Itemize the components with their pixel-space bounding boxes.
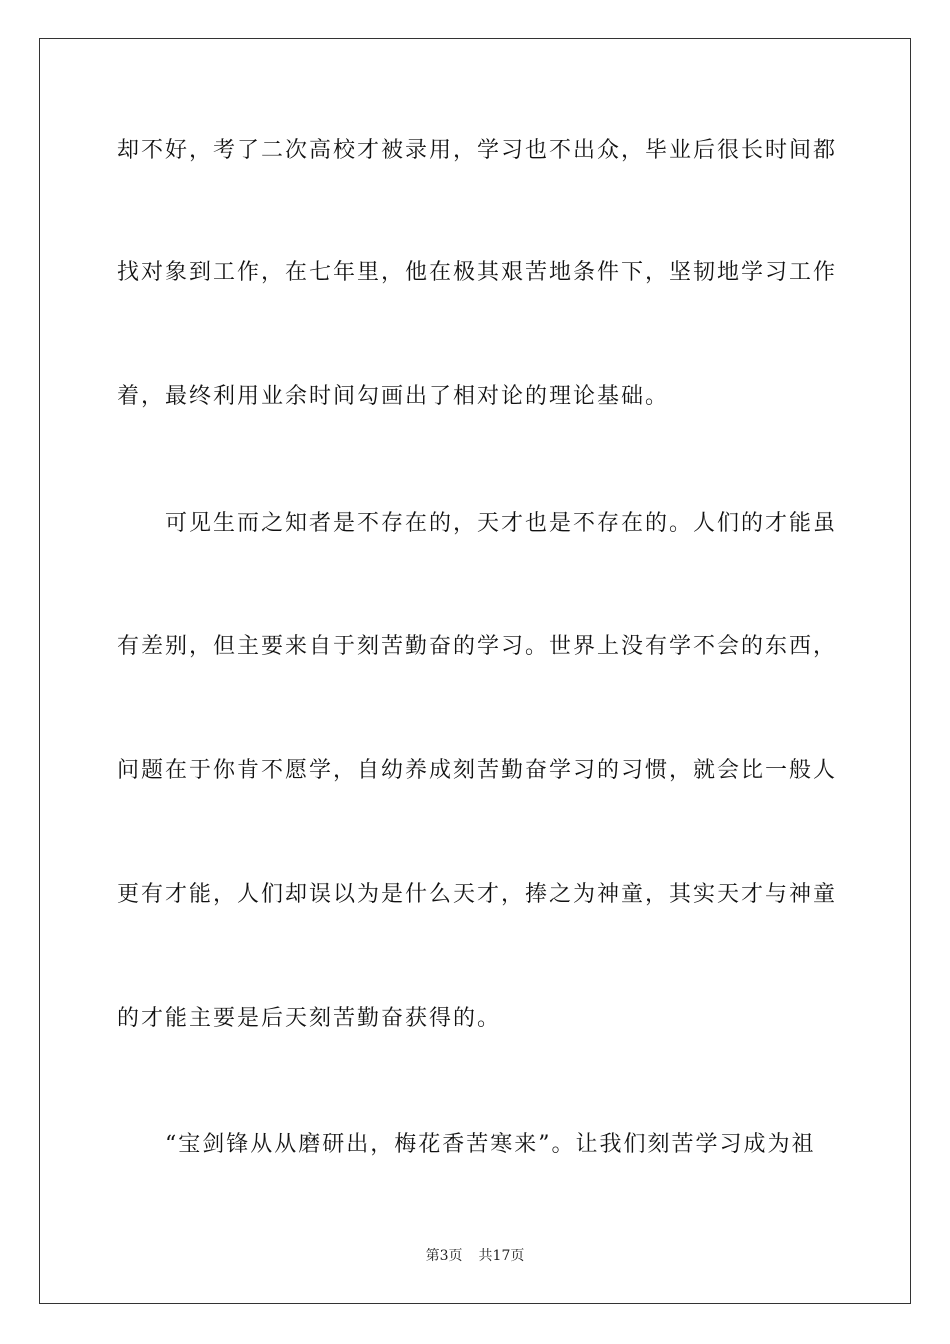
page-footer — [0, 1246, 950, 1266]
paragraph-start-line: “宝剑锋从从磨研出，梅花香苦寒来”。让我们刻苦学习成为祖 — [165, 1132, 816, 1157]
current-page-label: 第3页 — [425, 1248, 463, 1264]
paragraph-start-line: 可见生而之知者是不存在的，天才也是不存在的。人们的才能虽 — [165, 511, 838, 536]
text-line: 的才能主要是后天刻苦勤奋获得的。 — [117, 1006, 502, 1031]
text-line: 着，最终利用业余时间勾画出了相对论的理论基础。 — [117, 384, 670, 409]
total-pages-label: 共17页 — [478, 1248, 525, 1264]
text-line: 找对象到工作，在七年里，他在极其艰苦地条件下，坚韧地学习工作 — [117, 260, 838, 285]
page-border — [39, 38, 911, 1304]
text-line: 却不好，考了二次高校才被录用，学习也不出众，毕业后很长时间都 — [117, 138, 838, 163]
text-line: 更有才能，人们却误以为是什么天才，捧之为神童，其实天才与神童 — [117, 882, 838, 907]
text-line: 有差别，但主要来自于刻苦勤奋的学习。世界上没有学不会的东西， — [117, 634, 838, 659]
text-line: 问题在于你肯不愿学，自幼养成刻苦勤奋学习的习惯，就会比一般人 — [117, 758, 838, 783]
